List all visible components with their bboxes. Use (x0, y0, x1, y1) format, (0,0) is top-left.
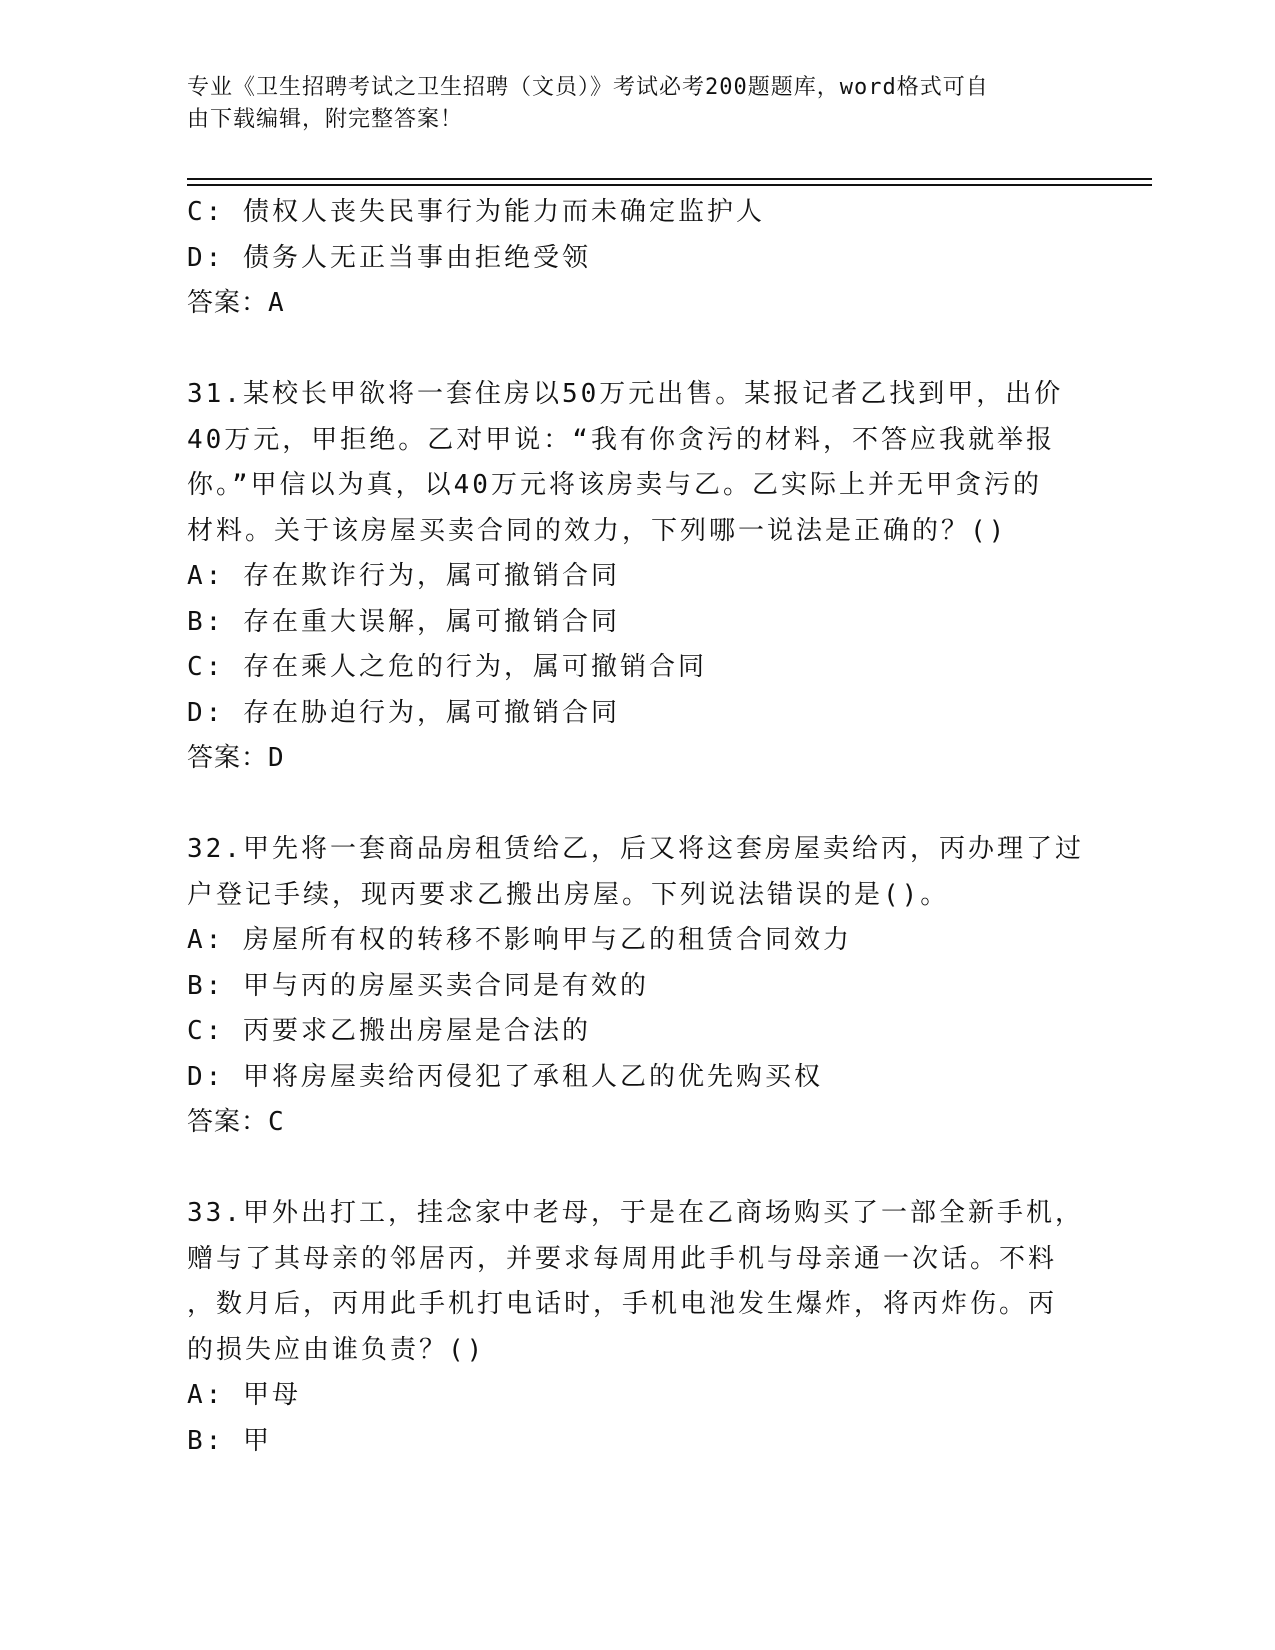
option-d: D: 存在胁迫行为，属可撤销合同 (187, 697, 620, 728)
option-a: A: 房屋所有权的转移不影响甲与乙的租赁合同效力 (187, 925, 852, 955)
spacer (187, 327, 1087, 373)
question-text-line: 31.某校长甲欲将一套住房以50万元出售。某报记者乙找到甲，出价 (187, 379, 1064, 409)
question-31 (187, 372, 1087, 782)
option-a: A: 存在欺诈行为，属可撤销合同 (187, 561, 620, 591)
question-content (187, 190, 1087, 1464)
document-header (187, 72, 1067, 136)
question-text-line: 的损失应由谁负责？() (187, 1334, 486, 1365)
question-text-line: 33.甲外出打工，挂念家中老母，于是在乙商场购买了一部全新手机， (187, 1198, 1084, 1228)
option-b: B: 存在重大误解，属可撤销合同 (187, 606, 620, 637)
header-line-2: 由下载编辑，附完整答案！ (187, 107, 464, 132)
answer-line: 答案：A (187, 288, 285, 318)
option-b: B: 甲 (187, 1425, 272, 1456)
question-text-line: 赠与了其母亲的邻居丙，并要求每周用此手机与母亲通一次话。不料 (187, 1243, 1058, 1274)
option-d: D: 债务人无正当事由拒绝受领 (187, 242, 591, 273)
question-text-line: 你。”甲信以为真，以40万元将该房卖与乙。乙实际上并无甲贪污的 (187, 470, 1042, 500)
spacer (187, 782, 1087, 828)
header-line-1: 专业《卫生招聘考试之卫生招聘（文员）》考试必考200题题库，word格式可自 (187, 75, 989, 100)
answer-line: 答案：D (187, 743, 285, 773)
question-text-line: ，数月后，丙用此手机打电话时，手机电池发生爆炸，将丙炸伤。丙 (187, 1289, 1058, 1319)
header-rule-top (187, 178, 1152, 180)
question-text-line: 32.甲先将一套商品房租赁给乙，后又将这套房屋卖给丙，丙办理了过 (187, 834, 1084, 864)
question-text-line: 40万元，甲拒绝。乙对甲说：“我有你贪污的材料，不答应我就举报 (187, 424, 1055, 455)
option-d: D: 甲将房屋卖给丙侵犯了承租人乙的优先购买权 (187, 1061, 823, 1092)
question-33 (187, 1191, 1087, 1464)
answer-line: 答案：C (187, 1107, 285, 1137)
previous-question (187, 190, 1087, 327)
spacer (187, 1146, 1087, 1192)
option-a: A: 甲母 (187, 1380, 301, 1410)
header-rule-bottom (187, 184, 1152, 186)
question-text-line: 材料。关于该房屋买卖合同的效力，下列哪一说法是正确的？() (187, 515, 1008, 546)
option-c: C: 存在乘人之危的行为，属可撤销合同 (187, 652, 707, 682)
option-b: B: 甲与丙的房屋买卖合同是有效的 (187, 970, 649, 1001)
option-c: C: 债权人丧失民事行为能力而未确定监护人 (187, 197, 765, 227)
question-32 (187, 827, 1087, 1146)
question-text-line: 户登记手续，现丙要求乙搬出房屋。下列说法错误的是()。 (187, 879, 950, 910)
option-c: C: 丙要求乙搬出房屋是合法的 (187, 1016, 591, 1046)
